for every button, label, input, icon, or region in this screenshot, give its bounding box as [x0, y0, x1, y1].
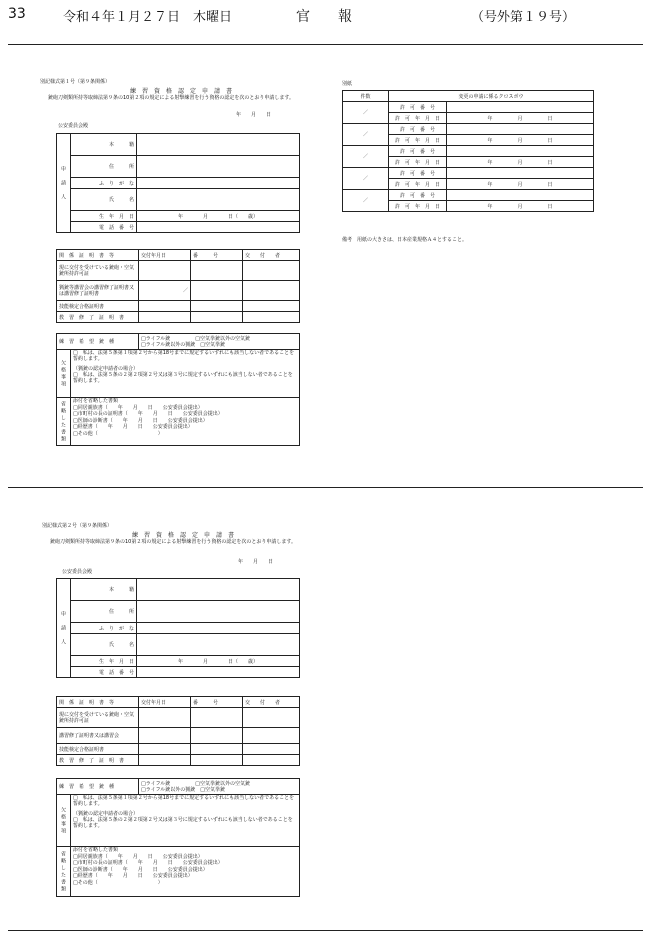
- form-a-phone-field[interactable]: [137, 222, 300, 233]
- form-a-disq-text-2[interactable]: □ 私は、法第５条の２第２項第２号又は第３号に規定するいずれにも該当しない者であることを誓約します。: [73, 372, 293, 384]
- form-a-birth-field[interactable]: 年 月 日（ 歳）: [137, 211, 300, 222]
- form-b-cert-head: 関 係 証 明 書 等: [57, 697, 139, 708]
- form-a-cert-cell[interactable]: [243, 301, 300, 312]
- form-a-honseki-field[interactable]: [137, 134, 300, 156]
- form-a-applicant-label: 申 請 人: [57, 134, 71, 233]
- form-a-cert-cell[interactable]: [191, 261, 243, 281]
- form-b-omit-line[interactable]: □その他（ ）: [73, 879, 163, 886]
- permit-no-field[interactable]: [447, 102, 594, 113]
- form-b-birth-field[interactable]: 年 月 日（ 歳）: [137, 656, 300, 667]
- permit-no-field[interactable]: [447, 146, 594, 157]
- attachment-count-cell[interactable]: ／: [343, 124, 389, 146]
- header-date: 令和４年１月２７日 木曜日: [63, 10, 233, 25]
- form-b-disq-text-2[interactable]: □ 私は、法第５条の２第２項第２号又は第３号に規定するいずれにも該当しない者であることを誓約します。: [73, 817, 293, 829]
- form-a-gun-type-label: 練 習 希 望 銃 種: [57, 334, 139, 350]
- form-a-row-label: ふ り が な: [71, 178, 137, 189]
- form-a-address-field[interactable]: [137, 156, 300, 178]
- form-a-cert-head: 関 係 証 明 書 等: [57, 250, 139, 261]
- form-b-number: 別記様式第２号（第９条関係）: [42, 523, 113, 529]
- form-a-cert-row: 猟銃等講習会の講習修了証明書又は講習修了証明書: [57, 281, 139, 301]
- permit-date-field[interactable]: 年 月 日: [447, 157, 594, 168]
- form-a-cert-cell[interactable]: [191, 301, 243, 312]
- permit-date-field[interactable]: 年 月 日: [447, 135, 594, 146]
- issue-number: （号外第１９号）: [471, 10, 576, 25]
- form-a-gun-type-option[interactable]: □ライフル銃 □空気拳銃以外の空気銃: [141, 335, 250, 342]
- form-b-row-label: 生 年 月 日: [71, 656, 137, 667]
- form-a-applicant-table: [56, 133, 300, 233]
- attachment-count-cell[interactable]: ／: [343, 146, 389, 168]
- form-a-cert-table: [56, 249, 300, 323]
- form-a-title: 練 習 資 格 認 定 申 請 書: [130, 88, 233, 95]
- form-b-title: 練 習 資 格 認 定 申 請 書: [132, 532, 235, 539]
- permit-date-field[interactable]: 年 月 日: [447, 179, 594, 190]
- form-b-cert-row: 技能検定合格証明書: [57, 744, 139, 755]
- permit-date-label: 許 可 年 月 日: [389, 135, 447, 146]
- permit-no-label: 許 可 番 号: [389, 190, 447, 201]
- form-a-cert-cell[interactable]: [191, 312, 243, 323]
- attachment: [342, 80, 602, 250]
- attachment-label: 別紙: [342, 81, 353, 87]
- form-a-cert-row: 教 習 修 了 証 明 書: [57, 312, 139, 323]
- form-b-furigana-field[interactable]: [137, 623, 300, 634]
- form-a-disq-sub: （猟銃の認定申請者の場合）: [73, 366, 139, 372]
- header-rule: [8, 44, 643, 45]
- form-a-disq-label: 欠格事項: [57, 350, 71, 398]
- form-b-cert-cell[interactable]: [243, 728, 300, 744]
- form-b-phone-field[interactable]: [137, 667, 300, 678]
- form-b-intro: 銃砲刀剣類所持等取締法第９条の10第２項の規定による射撃練習を行う資格の認定を次のとおり申請します。: [50, 539, 296, 545]
- form-b-disq-cell[interactable]: [71, 795, 300, 847]
- form-b-cert-cell[interactable]: [139, 708, 191, 728]
- form-a-cert-cell[interactable]: ／: [139, 281, 191, 301]
- permit-date-label: 許 可 年 月 日: [389, 179, 447, 190]
- form-a-row-label: 生 年 月 日: [71, 211, 137, 222]
- form-b-cert-cell[interactable]: [243, 755, 300, 766]
- form-b-date: 年 月 日: [238, 559, 274, 565]
- form-a-cert-cell[interactable]: [243, 281, 300, 301]
- form-a-omit-line[interactable]: □その他（ ）: [73, 430, 163, 437]
- form-b-applicant-label: 申 請 人: [57, 579, 71, 678]
- permit-no-label: 許 可 番 号: [389, 146, 447, 157]
- form-b-row-label: ふ り が な: [71, 623, 137, 634]
- form-a-name-field[interactable]: [137, 189, 300, 211]
- form-b-applicant-table: [56, 578, 300, 678]
- form-b-cert-cell[interactable]: [191, 728, 243, 744]
- form-b-cert-cell[interactable]: [139, 728, 191, 744]
- form-a-disq-cell[interactable]: [71, 350, 300, 398]
- form-a-disq-text-1[interactable]: □ 私は、法第５条第１項第２号から第18号までに規定するいずれにも該当しない者であることを誓約します。: [73, 350, 295, 362]
- form-b-row-label: 氏 名: [71, 634, 137, 656]
- form-a-intro: 銃砲刀剣類所持等取締法第９条の10第２項の規定による射撃練習を行う資格の認定を次のとおり申請します。: [48, 95, 294, 101]
- form-b-omit-cell[interactable]: [71, 847, 300, 897]
- form-b-omit-line[interactable]: □医師の診断書（ 年 月 日 公安委員会提出）: [73, 866, 208, 873]
- attachment-col-count: 件数: [343, 91, 389, 102]
- form-b-gun-type-option[interactable]: □ライフル銃 □空気拳銃以外の空気銃: [141, 780, 250, 787]
- form-a-cert-cell[interactable]: [243, 312, 300, 323]
- form-b-omit-line[interactable]: □経歴書（ 年 月 日 公安委員会提出）: [73, 873, 193, 879]
- form-a-omit-line[interactable]: □経歴書（ 年 月 日 公安委員会提出）: [73, 424, 193, 430]
- form-b-name-field[interactable]: [137, 634, 300, 656]
- form-a-row-label: 住 所: [71, 156, 137, 178]
- page-number: 33: [8, 6, 26, 22]
- permit-date-label: 許 可 年 月 日: [389, 201, 447, 212]
- attachment-count-cell[interactable]: ／: [343, 190, 389, 212]
- section-divider: [8, 487, 643, 488]
- form-a-cert-head: 交 付 者: [243, 250, 300, 261]
- form-a-cert-cell[interactable]: [191, 281, 243, 301]
- form-b-honseki-field[interactable]: [137, 579, 300, 601]
- form-b-cert-table: [56, 696, 300, 766]
- permit-date-label: 許 可 年 月 日: [389, 113, 447, 124]
- form-a-row-label: 電 話 番 号: [71, 222, 137, 233]
- form-a-omit-line[interactable]: □市町村の長の証明書（ 年 月 日 公安委員会提出）: [73, 411, 223, 417]
- permit-no-label: 許 可 番 号: [389, 102, 447, 113]
- form-a-cert-row: 現に交付を受けている銃砲・空気銃所持許可証: [57, 261, 139, 281]
- form-a-cert-cell[interactable]: [243, 261, 300, 281]
- permit-date-field[interactable]: 年 月 日: [447, 113, 594, 124]
- gazette-title: 官 報: [296, 9, 352, 25]
- form-a-cert-row: 技能検定合格証明書: [57, 301, 139, 312]
- permit-no-label: 許 可 番 号: [389, 168, 447, 179]
- form-b-disq-label: 欠格事項: [57, 795, 71, 847]
- form-b-row-label: 住 所: [71, 601, 137, 623]
- attachment-col-cross: 変更の申請に係るクロスボウ: [389, 91, 594, 102]
- form-a-addressee: 公安委員会殿: [58, 123, 89, 129]
- form-a-omit-line[interactable]: □医師の診断書（ 年 月 日 公安委員会提出）: [73, 417, 208, 424]
- form-b-disq-text-1[interactable]: □ 私は、法第５条第１項第２号から第18号までに規定するいずれにも該当しない者であることを誓約します。: [73, 795, 295, 807]
- attachment-note: 備考 用紙の大きさは、日本産業規格Ａ４とすること。: [342, 237, 468, 243]
- form-b-gun-types[interactable]: [139, 779, 300, 795]
- form-a-cert-head: 交付年月日: [139, 250, 191, 261]
- form-b-omit-line: 添付を省略した書類: [73, 847, 119, 853]
- form-b-row-label: 本 籍: [71, 579, 137, 601]
- form-a-row-label: 氏 名: [71, 189, 137, 211]
- form-a-row-label: 本 籍: [71, 134, 137, 156]
- form-a-omit-cell[interactable]: [71, 398, 300, 446]
- attachment-count-cell[interactable]: ／: [343, 168, 389, 190]
- form-b-cert-cell[interactable]: [139, 744, 191, 755]
- permit-date-field[interactable]: 年 月 日: [447, 201, 594, 212]
- form-a-omit-label: 省略した書類: [57, 398, 71, 446]
- form-a-cert-cell[interactable]: [139, 301, 191, 312]
- form-b-gun-type-option[interactable]: □ライフル銃以外の猟銃 □空気拳銃: [141, 786, 225, 793]
- form-b-cert-row: 講習修了証明書又は講習会: [57, 728, 139, 744]
- form-b: [42, 522, 307, 902]
- form-a-gun-type-option[interactable]: □ライフル銃以外の猟銃 □空気拳銃: [141, 341, 225, 348]
- form-a-gun-types[interactable]: [139, 334, 300, 350]
- page-header: [8, 4, 643, 30]
- permit-date-label: 許 可 年 月 日: [389, 157, 447, 168]
- form-b-cert-cell[interactable]: [243, 708, 300, 728]
- form-a-furigana-field[interactable]: [137, 178, 300, 189]
- attachment-table: [342, 90, 594, 212]
- form-b-cert-cell[interactable]: [191, 744, 243, 755]
- attachment-count-cell[interactable]: ／: [343, 102, 389, 124]
- permit-no-field[interactable]: [447, 190, 594, 201]
- form-a-cert-head: 番 号: [191, 250, 243, 261]
- form-a-date: 年 月 日: [236, 112, 272, 118]
- form-b-cert-head: 番 号: [191, 697, 243, 708]
- form-b-cert-row: 現に交付を受けている銃砲・空気銃所持許可証: [57, 708, 139, 728]
- form-b-address-field[interactable]: [137, 601, 300, 623]
- form-b-cert-head: 交 付 者: [243, 697, 300, 708]
- form-a-omit-line[interactable]: □同居親族書（ 年 月 日 公安委員会提出）: [73, 404, 203, 411]
- form-a-cert-cell[interactable]: [139, 261, 191, 281]
- form-b-cert-row: 教 習 修 了 証 明 書: [57, 755, 139, 766]
- permit-no-label: 許 可 番 号: [389, 124, 447, 135]
- form-b-addressee: 公安委員会殿: [62, 569, 93, 575]
- form-b-disq-sub: （猟銃の認定申請者の場合）: [73, 811, 139, 817]
- form-b-cert-cell[interactable]: [243, 744, 300, 755]
- form-b-cert-cell[interactable]: [139, 755, 191, 766]
- form-b-omit-line[interactable]: □市町村の長の証明書（ 年 月 日 公安委員会提出）: [73, 860, 223, 866]
- footer-rule: [8, 930, 643, 931]
- permit-no-field[interactable]: [447, 124, 594, 135]
- form-b-gun-type-label: 練 習 希 望 銃 種: [57, 779, 139, 795]
- form-a: [40, 78, 305, 458]
- form-b-row-label: 電 話 番 号: [71, 667, 137, 678]
- form-a-omit-line: 添付を省略した書類: [73, 398, 119, 404]
- permit-no-field[interactable]: [447, 168, 594, 179]
- form-b-cert-cell[interactable]: [191, 708, 243, 728]
- form-b-cert-cell[interactable]: [191, 755, 243, 766]
- form-a-number: 別記様式第１号（第９条関係）: [40, 79, 111, 85]
- form-a-bottom-table: [56, 333, 300, 446]
- form-b-bottom-table: [56, 778, 300, 897]
- form-a-cert-cell[interactable]: [139, 312, 191, 323]
- form-b-omit-label: 省略した書類: [57, 847, 71, 897]
- form-b-omit-line[interactable]: □同居親族書（ 年 月 日 公安委員会提出）: [73, 853, 203, 860]
- form-b-cert-head: 交付年月日: [139, 697, 191, 708]
